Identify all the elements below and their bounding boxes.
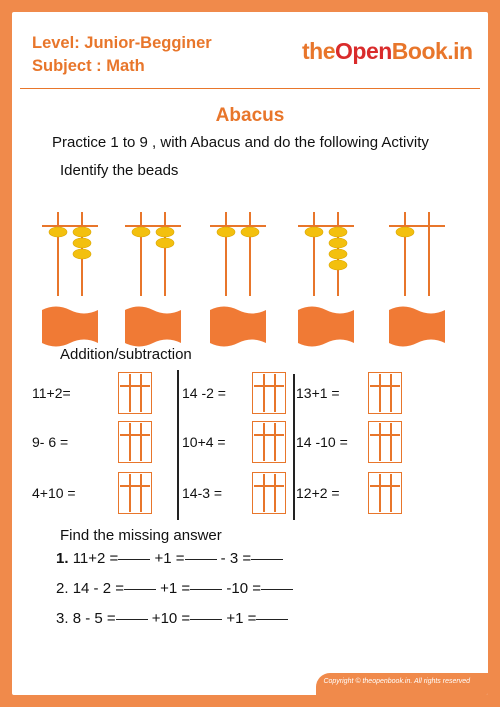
bead [156, 238, 174, 248]
copyright-text: Copyright © theopenbook.in. All rights reserved [323, 678, 470, 685]
missing-text: -10 = [222, 580, 261, 597]
answer-blank[interactable] [124, 589, 156, 590]
bead [132, 227, 150, 237]
page-title: Abacus [215, 105, 285, 126]
answer-blank[interactable] [261, 589, 293, 590]
missing-row [56, 550, 283, 567]
answer-box[interactable] [252, 421, 286, 463]
bead [305, 227, 323, 237]
missing-row [56, 610, 288, 627]
bead [73, 227, 91, 237]
answer-blank[interactable] [118, 559, 150, 560]
answer-blank[interactable] [185, 559, 217, 560]
worksheet-page [12, 12, 488, 695]
abacus-base [298, 307, 354, 347]
answer-box[interactable] [368, 372, 402, 414]
missing-text: +1 = [222, 610, 257, 627]
abacus-base [42, 307, 98, 347]
subject-label: Subject : Math [32, 57, 145, 75]
missing-heading: Find the missing answer [60, 527, 222, 544]
answer-box[interactable] [252, 372, 286, 414]
abacus-3 [210, 212, 266, 347]
abacus-base [389, 307, 445, 347]
abacus-1 [42, 212, 98, 347]
answer-box[interactable] [118, 372, 152, 414]
equation-text: 12+2 = [296, 485, 340, 501]
bead [396, 227, 414, 237]
missing-text: +1 = [150, 550, 185, 567]
equation-text: 9- 6 = [32, 434, 69, 450]
equation-text: 14 -2 = [182, 385, 226, 401]
bead [329, 260, 347, 270]
equation-text: 14 -10 = [296, 434, 348, 450]
abacus-base [125, 307, 181, 347]
answer-box[interactable] [252, 472, 286, 514]
bead [156, 227, 174, 237]
missing-text: 2. [56, 580, 73, 597]
answer-box[interactable] [368, 472, 402, 514]
abacus-2 [125, 212, 181, 347]
identify-heading: Identify the beads [60, 162, 179, 179]
addition-heading: Addition/subtraction [60, 346, 192, 363]
abacus-5 [389, 212, 445, 347]
answer-blank[interactable] [190, 619, 222, 620]
equation-text: 10+4 = [182, 434, 226, 450]
equation-text: 14-3 = [182, 485, 223, 501]
header-divider [20, 88, 480, 89]
answer-blank[interactable] [116, 619, 148, 620]
missing-text: 14 - 2 = [72, 580, 124, 597]
missing-text: 8 - 5 = [72, 610, 116, 627]
equation-text: 11+2= [32, 385, 71, 401]
brand-logo [302, 38, 473, 65]
bead [73, 238, 91, 248]
equation-text: 13+1 = [296, 385, 340, 401]
bead [73, 249, 91, 259]
column-separator [177, 370, 179, 520]
column-separator [293, 374, 295, 520]
missing-row [56, 580, 293, 597]
bead [241, 227, 259, 237]
abacus-illustrations [12, 192, 488, 352]
answer-blank[interactable] [251, 559, 283, 560]
instruction-text: Practice 1 to 9 , with Abacus and do the following Activity [52, 134, 429, 151]
missing-text: - 3 = [216, 550, 252, 567]
missing-text: 3. [56, 610, 73, 627]
bead [329, 227, 347, 237]
bead [329, 238, 347, 248]
missing-text: +1 = [155, 580, 191, 597]
missing-text: +10 = [147, 610, 191, 627]
answer-blank[interactable] [190, 589, 222, 590]
missing-text: 1. [56, 550, 73, 567]
answer-blank[interactable] [256, 619, 288, 620]
bead [217, 227, 235, 237]
equation-text: 4+10 = [32, 485, 76, 501]
brand-the: the [302, 38, 335, 64]
brand-book: Book.in [391, 38, 473, 64]
missing-text: 11+2 = [72, 550, 119, 567]
abacus-base [210, 307, 266, 347]
brand-open: Open [335, 38, 392, 64]
answer-box[interactable] [118, 472, 152, 514]
bead [49, 227, 67, 237]
abacus-4 [298, 212, 354, 347]
bead [329, 249, 347, 259]
answer-box[interactable] [368, 421, 402, 463]
level-label: Level: Junior-Begginer [32, 34, 212, 52]
answer-box[interactable] [118, 421, 152, 463]
